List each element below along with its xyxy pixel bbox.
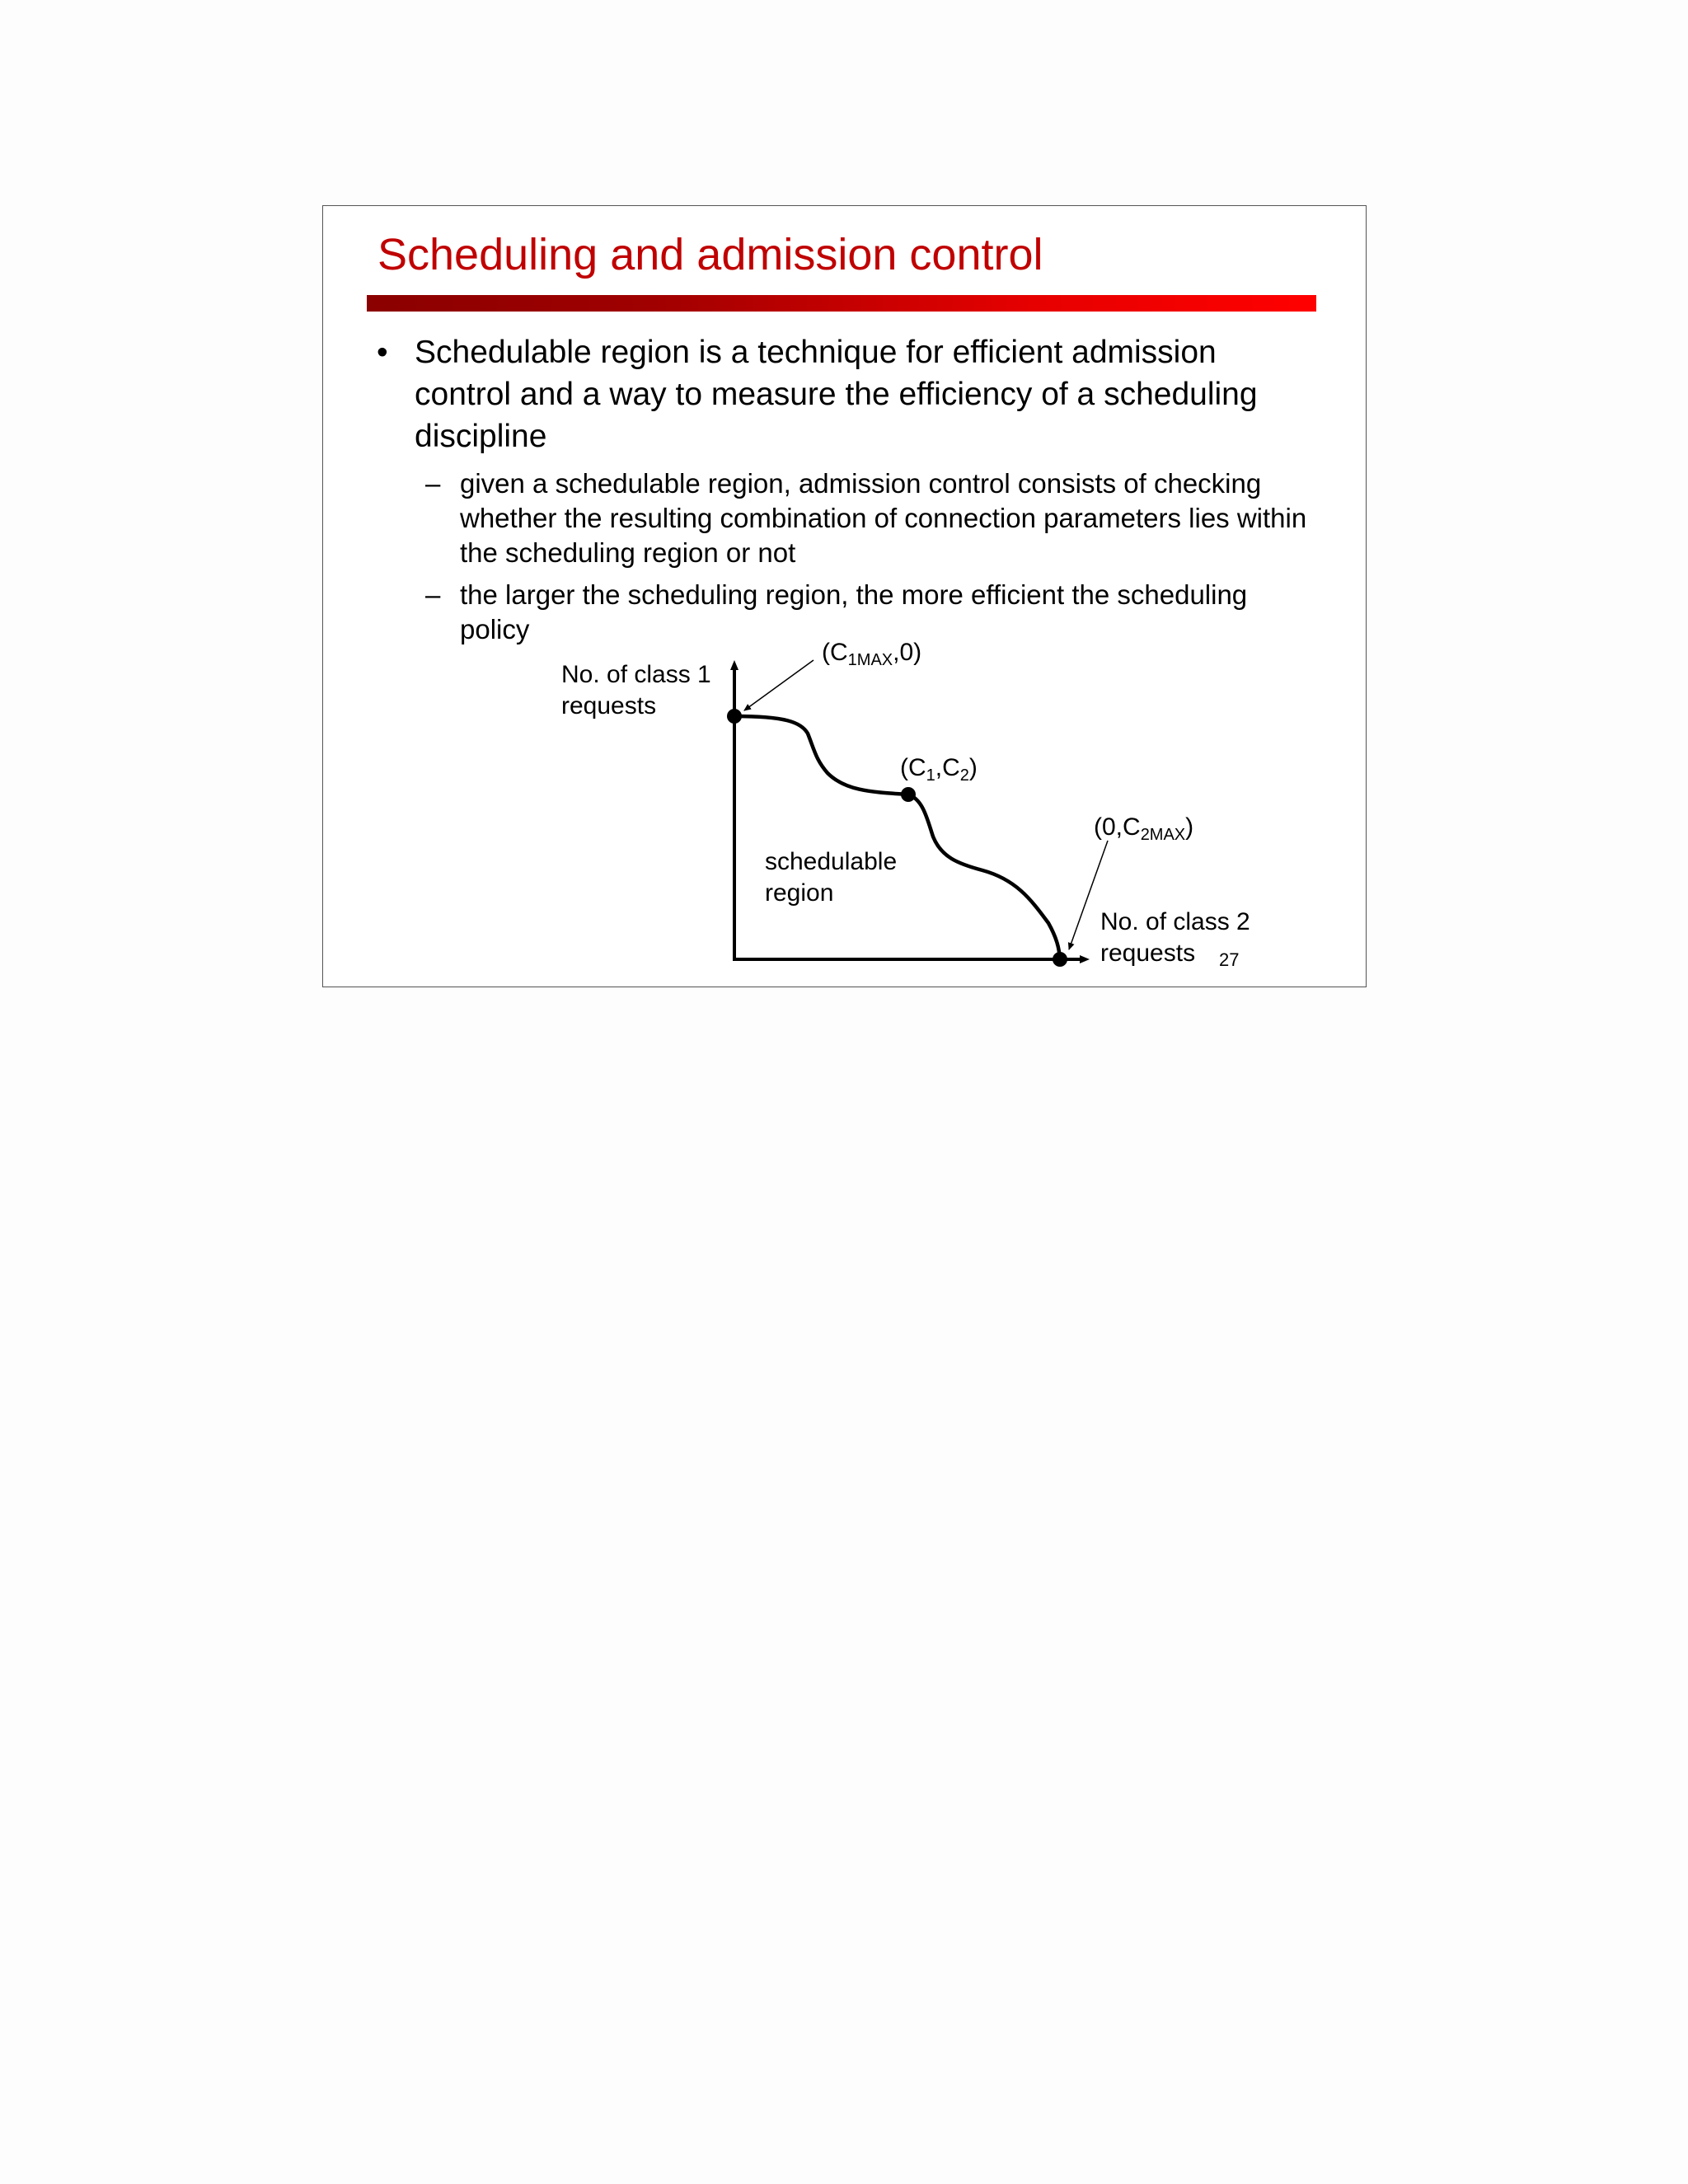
- label-subscript: 1: [926, 766, 935, 785]
- x-axis-label-line1: No. of class 2: [1100, 908, 1250, 935]
- label-subscript: 2: [959, 766, 969, 785]
- point-c2max-label: [1094, 812, 1193, 843]
- sub-bullet-text: given a schedulable region, admission control consists of checking whether the resulting combination of connection parameters lies within the scheduling region or not: [460, 468, 1307, 568]
- y-axis-label: [561, 659, 711, 722]
- label-part: ,C: [935, 754, 960, 781]
- sub-bullet-marker: –: [425, 468, 441, 499]
- page-number: 27: [1219, 949, 1240, 970]
- label-part: ): [1185, 813, 1194, 841]
- sub-bullet-marker: –: [425, 579, 441, 610]
- point-c1c2-label: [900, 752, 978, 784]
- schedulable-region-boundary: [734, 716, 1060, 959]
- label-subscript: 2MAX: [1140, 826, 1186, 844]
- label-part: (C: [822, 639, 848, 666]
- label-part: (C: [900, 754, 926, 781]
- region-label-line1: schedulable: [765, 848, 898, 875]
- leader-arrow-c1max: [744, 660, 814, 710]
- slide: [322, 205, 1367, 987]
- label-part: ): [968, 754, 978, 781]
- schedulable-region-diagram: [323, 206, 1367, 988]
- y-axis-label-line2: requests: [561, 692, 657, 719]
- bullet-marker: •: [377, 335, 388, 370]
- point-c1c2-marker: [901, 787, 916, 802]
- label-part: (0,C: [1094, 813, 1141, 841]
- y-axis-label-line1: No. of class 1: [561, 661, 711, 688]
- sub-bullet-text: the larger the scheduling region, the more efficient the scheduling policy: [460, 579, 1248, 644]
- region-label-line2: region: [765, 879, 834, 907]
- slide-title: Scheduling and admission control: [377, 230, 1043, 279]
- x-axis-label-line2: requests: [1100, 940, 1196, 967]
- x-axis-arrow: [1080, 955, 1090, 963]
- label-part: ,0): [893, 639, 922, 666]
- label-subscript: 1MAX: [847, 651, 893, 669]
- point-c1max-marker: [727, 709, 742, 724]
- point-c2max-marker: [1053, 952, 1067, 967]
- y-axis-arrow: [730, 660, 738, 670]
- main-bullet-text: Schedulable region is a technique for efficient admission control and a way to measure the efficiency of a scheduling discipline: [415, 335, 1258, 454]
- region-label: [765, 846, 897, 909]
- point-c1max-label: [822, 637, 921, 668]
